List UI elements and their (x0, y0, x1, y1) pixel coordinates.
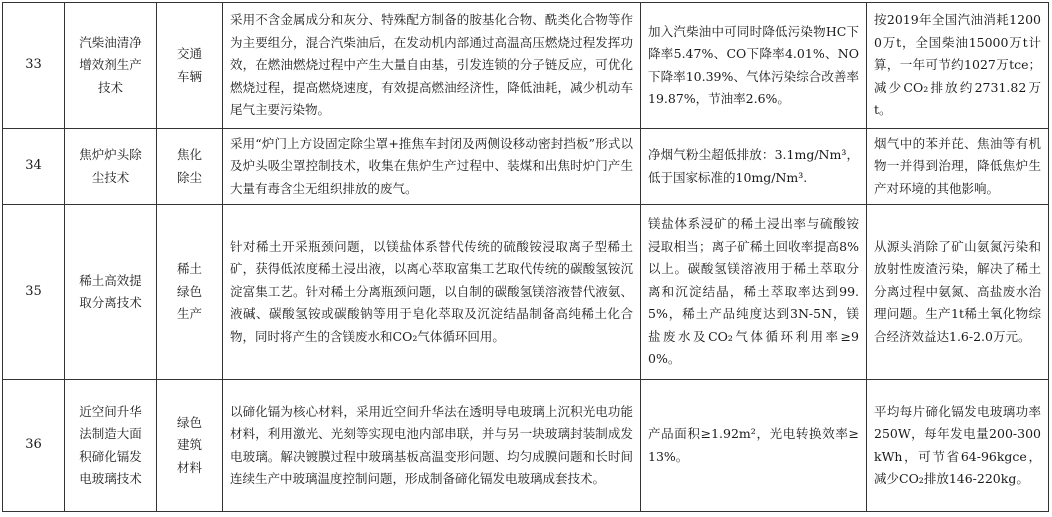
technology-description: 针对稀土开采瓶颈问题，以镁盐体系替代传统的硫酸铵浸取离子型稀土矿，获得低浓度稀土浸出液，以离心萃取富集工艺取代传统的碳酸氢铵沉淀富集工艺。针对稀土分离瓶颈问题，以自制的碳酸氢镁溶液替代液氨、液碱、碳酸氢铵或碳酸钠等用于皂化萃取及沉淀结晶制备高纯稀土化合物，同时将产生的含镁废水和CO₂气体循环回用。 (223, 205, 641, 380)
technology-benefit: 平均每片碲化镉发电玻璃功率250W，每年发电量200-300kWh，可节省64-96kgce，减少CO₂排放146-220kg。 (867, 380, 1049, 512)
technology-name: 焦炉炉头除尘技术 (65, 129, 157, 205)
row-number: 35 (3, 205, 65, 380)
technology-effect: 产品面积≥1.92m²，光电转换效率≥13%。 (641, 380, 867, 512)
technology-name: 近空间升华法制造大面积碲化镉发电玻璃技术 (65, 380, 157, 512)
table-row (3, 129, 1049, 205)
table-row (3, 205, 1049, 380)
technology-effect: 加入汽柴油中可同时降低污染物HC下降率5.47%、CO下降率4.01%、NO下降率10.39%、气体污染综合改善率19.87%，节油率2.6%。 (641, 3, 867, 129)
technology-category: 稀土绿色生产 (157, 205, 223, 380)
technology-effect: 净烟气粉尘超低排放：3.1mg/Nm³，低于国家标准的10mg/Nm³. (641, 129, 867, 205)
technology-benefit: 烟气中的苯并芘、焦油等有机物一并得到治理，降低焦炉生产对环境的其他影响。 (867, 129, 1049, 205)
technology-table (2, 2, 1049, 512)
table-row (3, 380, 1049, 512)
technology-description: 采用“炉门上方设固定除尘罩+推焦车封闭及两侧设移动密封挡板”形式以及炉头吸尘罩控制技术，收集在焦炉生产过程中、装煤和出焦时炉门产生大量有毒含尘无组织排放的废气。 (223, 129, 641, 205)
technology-name: 汽柴油清净增效剂生产技术 (65, 3, 157, 129)
technology-category: 绿色建筑材料 (157, 380, 223, 512)
technology-description: 采用不含金属成分和灰分、特殊配方制备的胺基化合物、酰类化合物等作为主要组分，混合汽柴油后，在发动机内部通过高温高压燃烧过程发挥功效，在燃油燃烧过程中产生大量自由基，引发连锁的分子链反应，可优化燃烧过程，提高燃烧速度，有效提高燃油经济性，降低油耗，减少机动车尾气主要污染物。 (223, 3, 641, 129)
technology-name: 稀土高效提取分离技术 (65, 205, 157, 380)
row-number: 33 (3, 3, 65, 129)
row-number: 34 (3, 129, 65, 205)
technology-description: 以碲化镉为核心材料，采用近空间升华法在透明导电玻璃上沉积光电功能材料，利用激光、光刻等实现电池内部串联，并与另一块玻璃封装制成发电玻璃。解决镀膜过程中玻璃基板高温变形问题、均匀成膜问题和长时间连续生产中玻璃温度控制问题，形成制备碲化镉发电玻璃成套技术。 (223, 380, 641, 512)
row-number: 36 (3, 380, 65, 512)
technology-benefit: 从源头消除了矿山氨氮污染和放射性废渣污染，解决了稀土分离过程中氨氮、高盐废水治理问题。生产1t稀土氧化物综合经济效益达1.6-2.0万元。 (867, 205, 1049, 380)
technology-category: 交通车辆 (157, 3, 223, 129)
technology-benefit: 按2019年全国汽油消耗12000万t，全国柴油15000万t计算，一年可节约1027万tce；减少CO₂排放约2731.82万t。 (867, 3, 1049, 129)
technology-category: 焦化除尘 (157, 129, 223, 205)
technology-effect: 镁盐体系浸矿的稀土浸出率与硫酸铵浸取相当；离子矿稀土回收率提高8%以上。碳酸氢镁溶液用于稀土萃取分离和沉淀结晶，稀土萃取率达到99.5%，稀土产品纯度达到3N-5N，镁盐废水及CO₂气体循环利用率≥90%。 (641, 205, 867, 380)
table-row (3, 3, 1049, 129)
